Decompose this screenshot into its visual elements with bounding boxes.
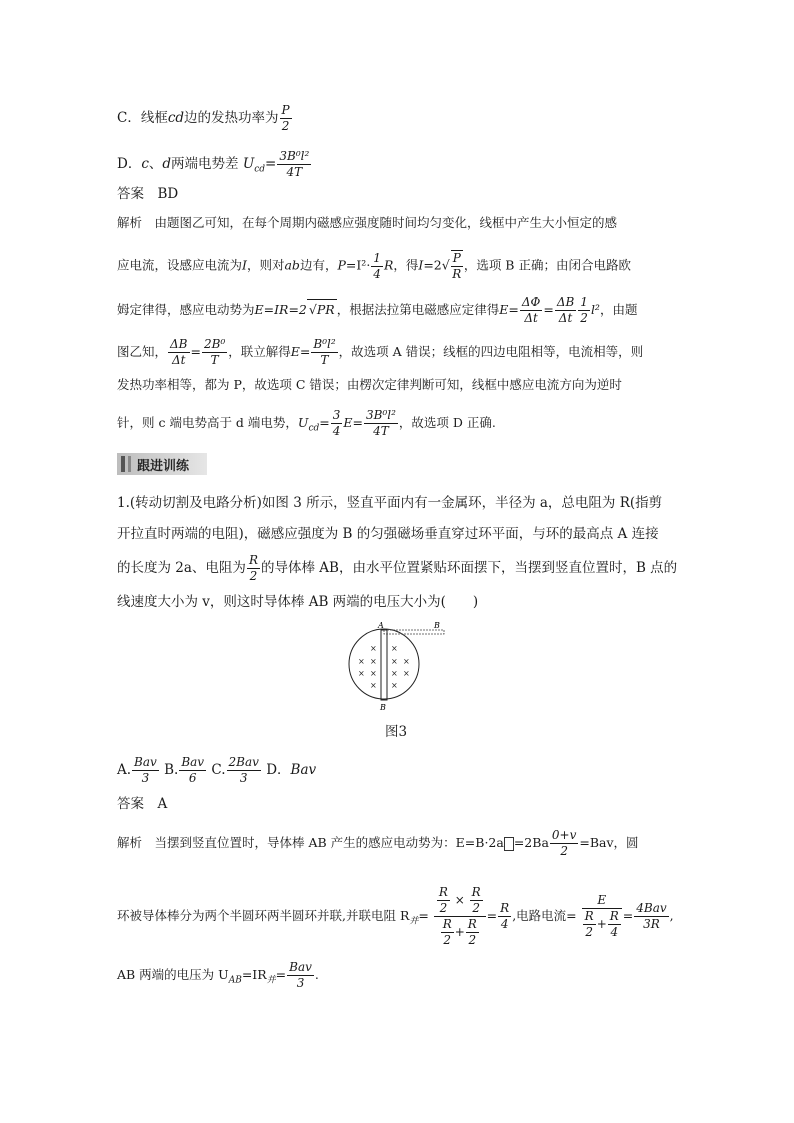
svg-text:×: × [370,669,377,678]
label-b-bottom: B [380,703,386,712]
section-header [117,453,207,475]
section-title: 跟进训练 [137,459,190,474]
svg-text:×: × [370,681,377,690]
analysis-1-line-5: 发热功率相等，都为 P，故选项 C 错误；由楞次定律判断可知，线框中感应电流方向为逆时 [117,377,622,392]
option-a: A. [117,762,132,778]
analysis-1-line-4: 图乙知， $\frac{\Delta B}{\Delta t}$ = $\frac{\text{2B⁰}}{T}$ ，联立解得E= $\frac{\text{B⁰l²}}{T}$ ，故选项 A 错误；线框的四边电阻相等，电流相等，则 [117,337,644,367]
option-c [117,103,293,134]
svg-text:×: × [403,657,410,666]
option-c-prefix: C．线框 [117,110,168,126]
analysis-1-line-6: 针，则 c 端电势高于 d 端电势，$U_{cd}=$ $\frac{3}{4}$ E= $\frac{\text{3B⁰l²}}{4T}$ ，故选项 D 正确. [117,408,496,438]
svg-text:×: × [358,669,365,678]
svg-text:×: × [370,657,377,666]
analysis-2-line-2: 环被导体棒分为两个半圆环两半圆环并联,并联电阻 $R_并=$ $\frac{R}{2}$ × $\frac{R}{2}$ $\frac{R}{2}$ + $\frac{R}{2}$ = $\frac{R}{4}$ ,电路电流= E $\frac{R}{2}$ + $\frac{R}{4}$ = $\frac{\text{4Bav}}{3R}$ , [117,885,674,947]
label-b-top: B [434,621,440,630]
svg-text:×: × [391,657,398,666]
current-fraction: E $\frac{R}{2}$ + $\frac{R}{4}$ [582,893,622,940]
answer-value: BD [157,186,179,202]
analysis-1-line-1: 解析 由题图乙可知，在每个周期内磁感应强度随时间均匀变化，线框中产生大小恒定的感 [117,215,618,230]
answer-options: A. $\frac{\text{Bav}}{3}$ B. $\frac{\text{Bav}}{6}$ C. $\frac{\text{2Bav}}{3}$ D．Bav [117,755,317,785]
section-marker-icon [121,456,125,472]
option-d-fraction: $\frac{\text{3B⁰l²}}{4T}$ [279,149,310,179]
problem-line-4: 线速度大小为 v，则这时导体棒 AB 两端的电压大小为( ) [117,594,479,610]
option-c-var: cd [167,110,185,126]
analysis-2-line-3: AB 两端的电压为 $U_{AB}=IR_并=$ $\frac{\text{Bav}}{3}$ . [117,960,319,990]
option-b: B. [164,762,179,778]
analysis-1-line-3: 姆定律得，感应电动势为E=IR=2 √PR ，根据法拉第电磁感应定律得E= $\frac{\Delta\Phi}{\Delta t}$ = $\frac{\Delta B}{\Delta t}$ $\frac{1}{2}$ l²，由题 [117,295,638,325]
svg-text:×: × [370,644,377,653]
parallel-resistance-fraction: $\frac{R}{2}$ × $\frac{R}{2}$ $\frac{R}{2}$ + $\frac{R}{2}$ [434,885,486,948]
placeholder-box-icon [504,837,514,851]
option-c-text: 边的发热功率为 [184,110,279,126]
problem-line-3: 的长度为 2a、电阻为 $\frac{R}{2}$ 的导体棒 AB，由水平位置紧贴环面摆下，当摆到竖直位置时，B 点的 [117,553,678,583]
option-c-fraction: $\frac{P}{2}$ [281,103,290,133]
problem-line-1: 1.(转动切割及电路分析)如图 3 所示，竖直平面内有一金属环，半径为 a，总电阻为 R(指剪 [117,495,663,511]
figure-caption: 图3 [385,724,408,740]
option-d-choice: D． [266,762,291,778]
option-d: D．c、d两端电势差 $U_{cd}=$ $\frac{\text{3B⁰l²}}{4T}$ [117,149,310,179]
label-a: A [378,621,384,630]
conductor-rod [381,630,387,700]
section-marker-icon-2 [128,456,131,472]
magnetic-field-crosses [358,644,410,690]
problem-line-2: 开拉直时两端的电阻)，磁感应强度为 B 的匀强磁场垂直穿过环平面，与环的最高点 A 连接 [117,526,659,542]
answer-label: 答案 [117,186,144,202]
svg-text:×: × [403,669,410,678]
analysis-1-line-2: 应电流，设感应电流为I，则对ab边有，P=I²· $\frac{1}{4}$ R，得I=2√ $\frac{P}{R}$ ，选项 B 正确；由闭合电路欧 [117,250,631,281]
svg-text:×: × [391,644,398,653]
answer-2: 答案 A [117,796,168,812]
figure-3-diagram [340,618,460,718]
option-c-choice: C. [211,762,226,778]
svg-text:×: × [358,657,365,666]
svg-text:×: × [391,669,398,678]
analysis-2-line-1: 解析 当摆到竖直位置时，导体棒 AB 产生的感应电动势为：E=B·2a =2Ba $\frac{0+v}{2}$ =Bav，圆 [117,828,639,858]
answer-1 [117,184,178,204]
svg-text:×: × [391,681,398,690]
